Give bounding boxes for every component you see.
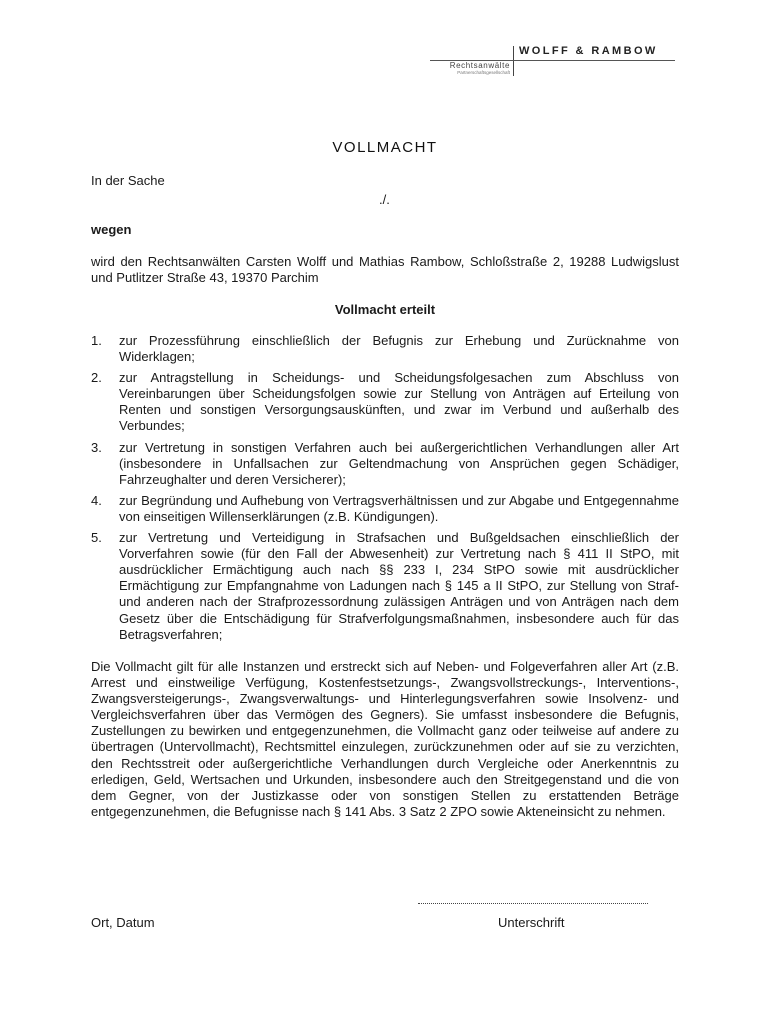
signature-label: Unterschrift [498, 915, 565, 930]
list-item [91, 493, 679, 525]
document-title: VOLLMACHT [332, 139, 438, 156]
case-label: In der Sache [91, 173, 165, 188]
signature-line [418, 903, 648, 904]
list-item [91, 370, 679, 434]
powers-list [91, 333, 679, 648]
item-number: 2. [91, 370, 102, 386]
item-number: 4. [91, 492, 102, 508]
item-text: zur Vertretung und Verteidigung in Strafsachen und Bußgeldsachen einschließlich der Vorverfahren sowie (für den Fall der Abwesenheit) zur Vertretung nach § 411 II StPO, mit ausdrücklicher Ermächtigung auch nach §§ 233 I, 234 StPO sowie mit ausdrücklicher Ermächtigung zur Empfangnahme von Ladungen nach § 145 a II StPO, zur Stellung von Straf- und anderen nach der Strafprozessordnung zulässigen Anträgen und von Anträgen nach dem Gesetz über die Entschädigung für Strafverfolgungsmaßnahmen, insbesondere auch für das Betragsverfahren; [119, 530, 679, 642]
place-date-label: Ort, Datum [91, 915, 155, 930]
list-item [91, 333, 679, 365]
versus-mark: ./. [379, 192, 390, 207]
item-number: 5. [91, 530, 102, 546]
item-number: 1. [91, 333, 102, 348]
item-text: zur Prozessführung einschließlich der Befugnis zur Erhebung und Zurücknahme von Widerklagen; [119, 333, 679, 365]
item-text: zur Begründung und Aufhebung von Vertragsverhältnissen und zur Abgabe und Entgegennahme von einseitigen Willenserklärungen (z.B. Kündigungen). [119, 492, 679, 524]
letterhead-divider [513, 46, 514, 76]
firm-tagline: Partnerschaftsgesellschaft [457, 70, 510, 75]
item-number: 3. [91, 439, 102, 455]
intro-paragraph: wird den Rechtsanwälten Carsten Wolff und Mathias Rambow, Schloßstraße 2, 19288 Ludwigslust und Putlitzer Straße 43, 19370 Parchim [91, 254, 679, 286]
closing-paragraph: Die Vollmacht gilt für alle Instanzen und erstreckt sich auf Neben- und Folgeverfahren aller Art (z.B. Arrest und einstweilige Verfügung, Kostenfestsetzungs-, Zwangsvollstreckungs-, Interventions-, Zwangsversteigerungs-, Zwangsverwaltungs- und Hinterlegungsverfahren sowie Insolvenz- und Vergleichsverfahren über das Vermögen des Gegners). Sie umfasst insbesondere die Befugnis, Zustellungen zu bewirken und entgegenzunehmen, die Vollmacht ganz oder teilweise auf andere zu übertragen (Untervollmacht), Rechtsmittel einzulegen, zurückzunehmen oder auf sie zu verzichten, den Rechtsstreit oder außergerichtliche Verhandlungen durch Vergleiche oder Anerkenntnis zu erledigen, Geld, Wertsachen und Urkunden, insbesondere auch den Streitgegenstand und die von dem Gegner, von der Justizkasse oder von sonstigen Stellen zu erstattenden Beträge entgegenzunehmen, die Befugnisse nach § 141 Abs. 3 Satz 2 ZPO sowie Akteneinsicht zu nehmen. [91, 659, 679, 819]
item-text: zur Antragstellung in Scheidungs- und Scheidungsfolgesachen zum Abschluss von Vereinbarungen über Scheidungsfolgen sowie zur Stellung von Anträgen auf Erteilung von Renten und sonstigen Versorgungsauskünften, und zwar im Verbund und außerhalb des Verbundes; [119, 370, 679, 434]
list-item [91, 440, 679, 488]
firm-subtitle: Rechtsanwälte [449, 61, 510, 70]
item-text: zur Vertretung in sonstigen Verfahren auch bei außergerichtlichen Verhandlungen aller Art (insbesondere in Unfallsachen zur Geltendmachung von Ansprüchen gegen Schädiger, Fahrzeughalter und deren Versicherer); [119, 439, 679, 487]
list-item [91, 530, 679, 643]
firm-name: WOLFF & RAMBOW [519, 45, 658, 57]
granted-heading: Vollmacht erteilt [334, 302, 436, 317]
wegen-label: wegen [91, 222, 132, 237]
